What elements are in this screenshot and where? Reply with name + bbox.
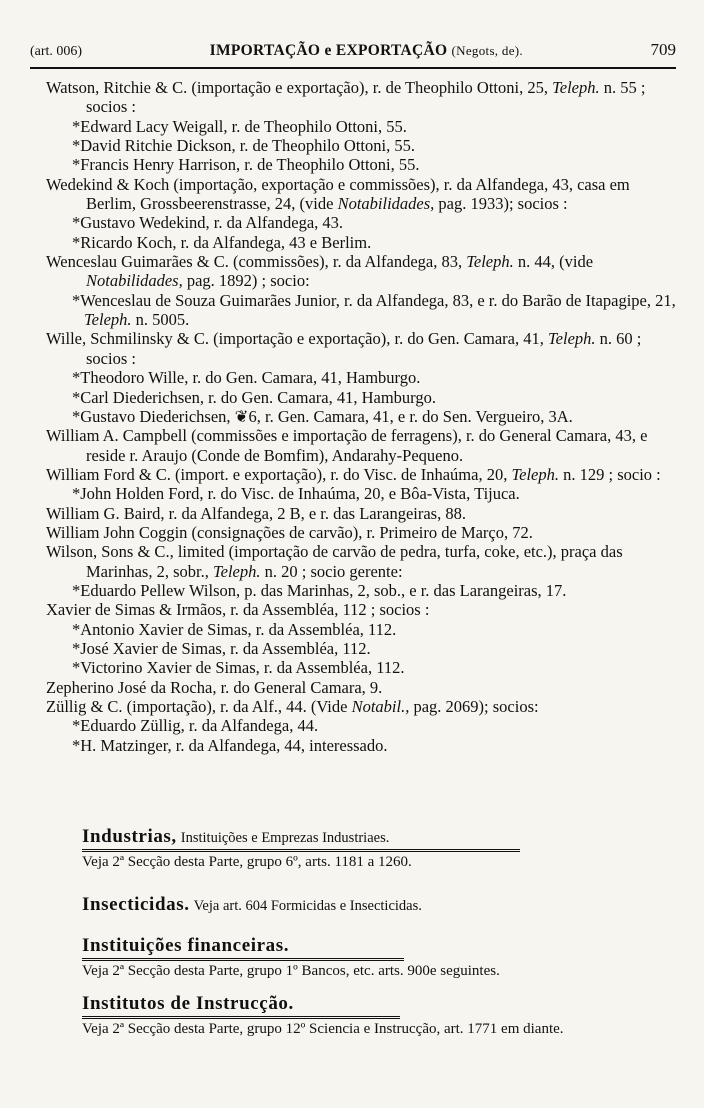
firm-entry <box>46 697 682 716</box>
section-reference: Veja 2ª Secção desta Parte, grupo 1º Bancos, etc. arts. 900e seguintes. <box>82 963 500 979</box>
entry-text: William G. Baird, r. da Alfandega, 2 B, e r. das Larangeiras, 88. <box>46 503 466 523</box>
partner-line <box>46 233 682 252</box>
partner-line <box>46 658 682 677</box>
italic-text: Notabil., <box>351 697 410 716</box>
directory-listing <box>46 78 682 755</box>
entry-text: *Gustavo Wedekind, r. da Alfandega, 43. <box>72 213 344 233</box>
entry-text: *José Xavier de Simas, r. da Assembléa, 112. <box>72 638 371 658</box>
italic-text: Teleph. <box>511 464 559 484</box>
partner-line <box>46 136 682 155</box>
entry-text: *Gustavo Diederichsen, ❦6, r. Gen. Camara, 41, e r. do Sen. Vergueiro, 3A. <box>72 406 573 426</box>
entry-text: *Antonio Xavier de Simas, r. da Assembléa, 112. <box>72 619 397 639</box>
italic-text: Notabilidades, <box>337 194 435 214</box>
firm-entry <box>46 329 682 368</box>
entry-text: Wenceslau Guimarães & C. (commissões), r. da Alfandega, 83, <box>46 252 467 272</box>
italic-text: Teleph. <box>212 561 261 581</box>
entry-text: *Ricardo Koch, r. da Alfandega, 43 e Berlim. <box>72 232 372 252</box>
header-rule <box>30 67 676 69</box>
entry-text: *Theodoro Wille, r. do Gen. Camara, 41, Hamburgo. <box>72 368 421 388</box>
entry-text: Watson, Ritchie & C. (importação e exportação), r. de Theophilo Ottoni, 25, <box>46 78 553 97</box>
partner-line <box>46 716 682 735</box>
partner-line <box>46 291 682 330</box>
entry-text: Xavier de Simas & Irmãos, r. da Assembléa, 112 ; socios : <box>46 600 430 620</box>
firm-entry <box>46 78 682 117</box>
entry-text: *H. Matzinger, r. da Alfandega, 44, interessado. <box>72 735 388 755</box>
entry-text: *Victorino Xavier de Simas, r. da Assembléa, 112. <box>72 658 405 678</box>
section-reference: Veja 2ª Secção desta Parte, grupo 12º Sciencia e Instrucção, art. 1771 em diante. <box>82 1021 564 1037</box>
entry-text: n. 44, (vide <box>513 252 594 272</box>
entry-text: *Francis Henry Harrison, r. de Theophilo Ottoni, 55. <box>72 155 420 175</box>
entry-text: William John Coggin (consignações de carvão), r. Primeiro de Março, 72. <box>46 522 533 542</box>
section-rule <box>82 1016 400 1019</box>
entry-text: Zepherino José da Rocha, r. do General Camara, 9. <box>46 677 383 697</box>
entry-text: *Carl Diederichsen, r. do Gen. Camara, 41, Hamburgo. <box>72 387 436 407</box>
italic-text: Teleph. <box>552 78 600 97</box>
page-header <box>30 40 676 66</box>
firm-entry <box>46 523 682 542</box>
running-title <box>210 42 523 60</box>
section-description: Veja art. 604 Formicidas e Insecticidas. <box>193 898 422 914</box>
partner-line <box>46 484 682 503</box>
section-instituicoes-financeiras <box>82 935 682 980</box>
partner-line <box>46 581 682 600</box>
entry-text: *Edward Lacy Weigall, r. de Theophilo Ottoni, 55. <box>72 116 407 136</box>
section-title: Insecticidas. <box>82 894 190 915</box>
entry-text: pag. 2069); socios: <box>409 697 539 716</box>
section-rule <box>82 849 520 852</box>
entry-text: William A. Campbell (commissões e importação de ferragens), r. do General Camara, 43, e reside r. Araujo (Conde de Bomfim), Andarahy-Pequeno. <box>46 426 648 465</box>
partner-line <box>46 407 682 426</box>
entry-text: n. 5005. <box>131 310 190 330</box>
firm-entry <box>46 252 682 291</box>
italic-text: Teleph. <box>84 310 132 330</box>
entry-text: *Eduardo Pellew Wilson, p. das Marinhas, 2, sob., e r. das Larangeiras, 17. <box>72 580 567 600</box>
entry-text: n. 20 ; socio gerente: <box>260 561 403 581</box>
entry-text: *Eduardo Züllig, r. da Alfandega, 44. <box>72 716 319 736</box>
italic-text: Teleph. <box>466 252 514 272</box>
section-industrias <box>82 826 682 871</box>
entry-text: n. 129 ; socio : <box>558 464 661 484</box>
section-insecticidas <box>82 894 682 916</box>
article-reference: (art. 006) <box>30 44 83 59</box>
page-number: 709 <box>650 40 676 59</box>
partner-line <box>46 213 682 232</box>
entry-text: n. 60 ; socios : <box>86 329 642 368</box>
entry-text: *David Ritchie Dickson, r. de Theophilo Ottoni, 55. <box>72 136 415 156</box>
entry-text: Wedekind & Koch (importação, exportação e commissões), r. da Alfandega, 43, casa em Berlim, Grossbeerenstrasse, 24, (vide <box>46 174 630 214</box>
firm-entry <box>46 175 682 214</box>
section-title: Instituições financeiras. <box>82 935 290 956</box>
section-description: Instituições e Emprezas Industriaes. <box>180 830 390 846</box>
entry-text: Wilson, Sons & C., limited (importação de carvão de pedra, turfa, coke, etc.), praça das Marinhas, 2, sobr., <box>46 542 623 581</box>
section-title: Institutos de Instrucção. <box>82 993 294 1014</box>
partner-line <box>46 117 682 136</box>
firm-entry <box>46 542 682 581</box>
entry-text: n. 55 ; socios : <box>86 78 646 117</box>
firm-entry <box>46 426 682 465</box>
partner-line <box>46 388 682 407</box>
partner-line <box>46 736 682 755</box>
firm-entry <box>46 465 682 484</box>
section-reference: Veja 2ª Secção desta Parte, grupo 6º, arts. 1181 a 1260. <box>82 854 412 870</box>
entry-text: Züllig & C. (importação), r. da Alf., 44. (Vide <box>46 697 352 716</box>
entry-text: pag. 1892) ; socio: <box>182 271 310 291</box>
partner-line <box>46 155 682 174</box>
partner-line <box>46 639 682 658</box>
running-title-sub: (Negots, de). <box>451 43 523 58</box>
firm-entry <box>46 600 682 619</box>
partner-line <box>46 620 682 639</box>
entry-text: *John Holden Ford, r. do Visc. de Inhaúma, 20, e Bôa-Vista, Tijuca. <box>72 484 520 504</box>
italic-text: Notabilidades, <box>86 271 183 291</box>
partner-line <box>46 368 682 387</box>
section-institutos-instruccao <box>82 993 682 1038</box>
italic-text: Teleph. <box>548 329 596 349</box>
entry-text: William Ford & C. (import. e exportação), r. do Visc. de Inhaúma, 20, <box>46 464 512 484</box>
section-rule <box>82 958 404 961</box>
entry-text: *Wenceslau de Souza Guimarães Junior, r. da Alfandega, 83, e r. do Barão de Itapagipe, 21, <box>72 290 676 310</box>
section-title: Industrias, <box>82 826 177 847</box>
running-title-main: IMPORTAÇÃO e EXPORTAÇÃO <box>209 42 448 59</box>
firm-entry <box>46 504 682 523</box>
entry-text: pag. 1933); socios : <box>434 194 568 214</box>
firm-entry <box>46 678 682 697</box>
entry-text: Wille, Schmilinsky & C. (importação e exportação), r. do Gen. Camara, 41, <box>46 329 548 349</box>
